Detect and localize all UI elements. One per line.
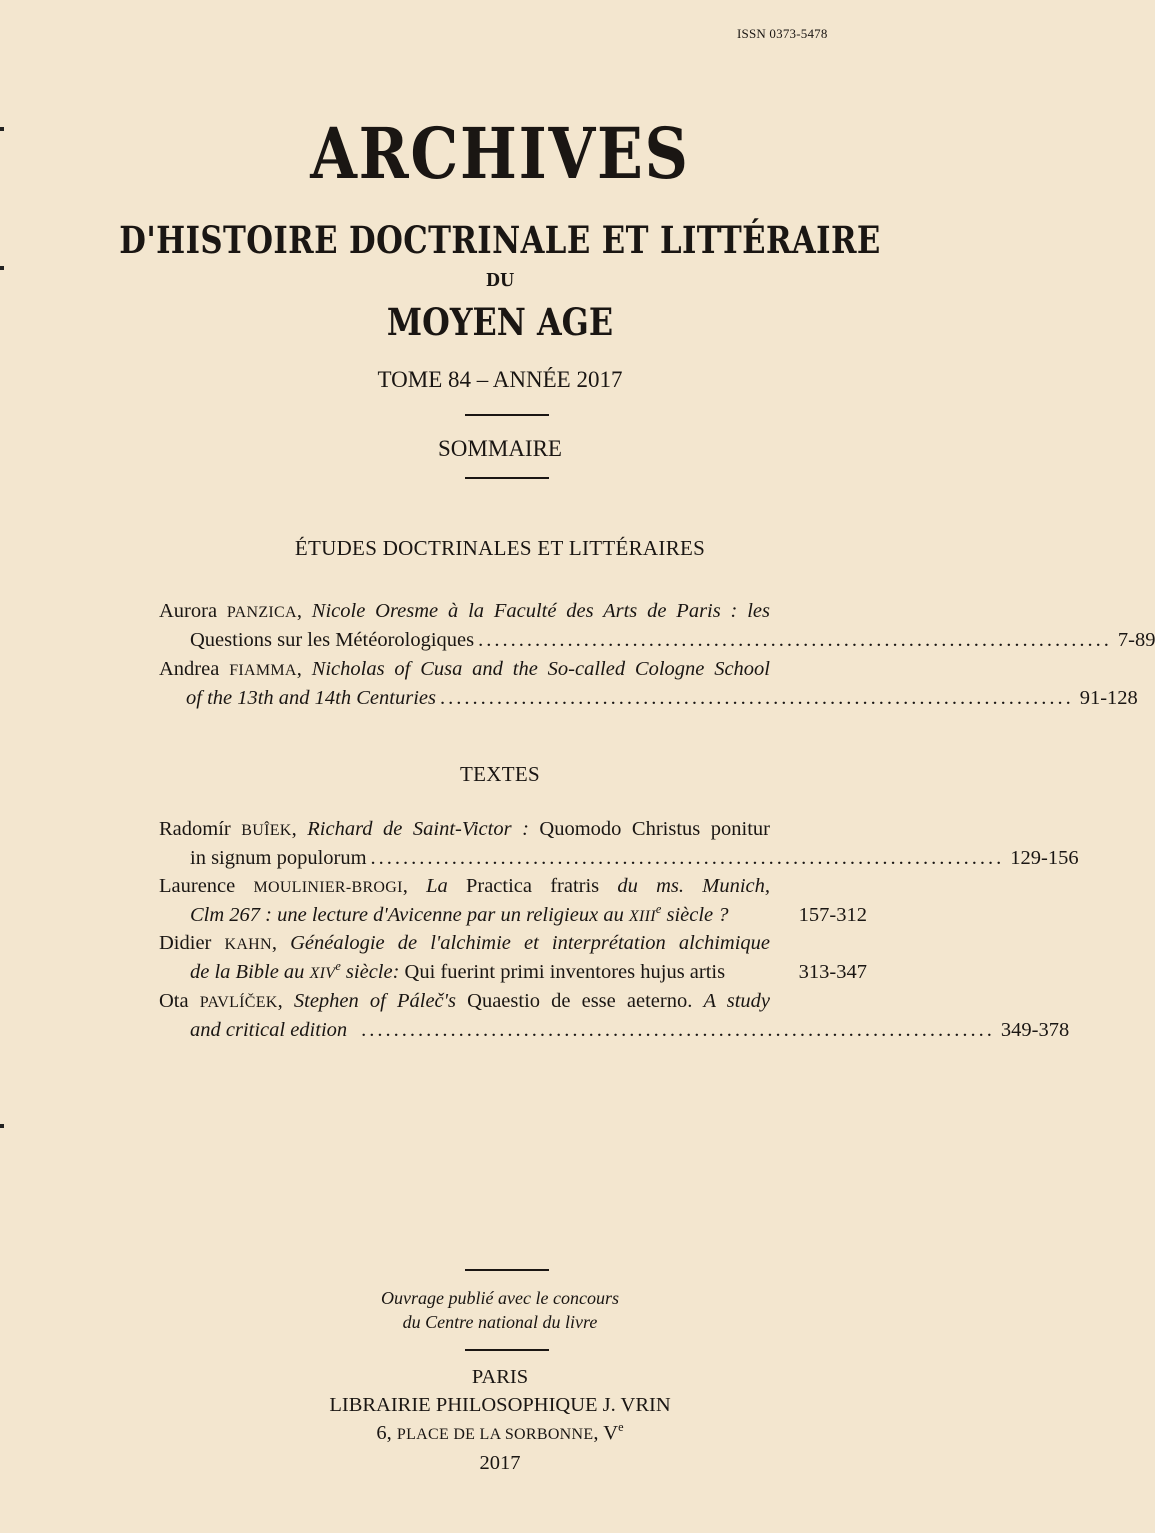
issn: ISSN 0373-5478 — [737, 26, 828, 41]
page-range: 129-156 — [1010, 846, 1079, 869]
page-range: 7-89 — [1117, 628, 1155, 651]
publisher-address: 6, PLACE DE LA SORBONNE, Ve — [376, 1420, 624, 1444]
section-heading-etudes: ÉTUDES DOCTRINALES ET LITTÉRAIRES — [294, 536, 706, 560]
journal-subtitle: D'HISTOIRE DOCTRINALE ET LITTÉRAIRE — [119, 218, 881, 262]
edge-mark — [0, 127, 4, 131]
toc-entry: Laurence MOULINIER-BROGI, La Practica fratris du ms. Munich, Clm 267 : une lecture d'Avicenne par un religieux au XIIIe siècle ? 157-312 — [159, 872, 867, 931]
toc-entry: Radomír BUÎEK, Richard de Saint-Victor : Quomodo Christus ponitur in signum populorum .............................................................................. 129-156 — [159, 815, 867, 872]
edge-mark — [0, 1124, 4, 1128]
author-surname: PANZICA — [226, 604, 297, 621]
divider — [465, 1269, 549, 1271]
section-heading-textes: TEXTES — [460, 762, 540, 786]
journal-du: DU — [485, 270, 515, 291]
journal-moyen-age: MOYEN AGE — [386, 300, 614, 344]
publisher-block — [0, 1363, 1000, 1477]
page-range: 313-347 — [798, 960, 867, 983]
author-surname: PAVLÍČEK — [199, 994, 278, 1011]
publisher-name: LIBRAIRIE PHILOSOPHIQUE J. VRIN — [329, 1394, 671, 1416]
contents-heading: SOMMAIRE — [438, 436, 562, 461]
toc-entry: Ota PAVLÍČEK, Stephen of Páleč's Quaestio de esse aeterno. A study and critical edition .............................................................................. 349-378 — [159, 987, 867, 1044]
toc-entry: Aurora PANZICA, Nicole Oresme à la Faculté des Arts de Paris : les Questions sur les Météorologiques .............................................................................. 7-89 — [159, 597, 867, 654]
journal-title: ARCHIVES — [310, 112, 690, 195]
credit-note: Ouvrage publié avec le concours du Centre national du livre — [381, 1288, 619, 1332]
page-range: 91-128 — [1079, 686, 1138, 709]
volume-info: TOME 84 – ANNÉE 2017 — [377, 367, 623, 392]
page-range: 349-378 — [1000, 1018, 1070, 1041]
toc-entry: Andrea FIAMMA, Nicholas of Cusa and the So-called Cologne School of the 13th and 14th Centuries .............................................................................. 91-128 — [159, 655, 867, 712]
publication-year: 2017 — [479, 1452, 521, 1474]
author-surname: BUÎEK — [241, 822, 292, 839]
divider — [465, 477, 549, 479]
toc-entry: Didier KAHN, Généalogie de l'alchimie et interprétation alchimique de la Bible au XIVe siècle: Qui fuerint primi inventores hujus artis 313-347 — [159, 929, 867, 988]
author-surname: FIAMMA — [229, 662, 297, 679]
publisher-city: PARIS — [471, 1366, 529, 1388]
author-surname: MOULINIER-BROGI — [253, 879, 403, 896]
edge-mark — [0, 266, 4, 270]
divider — [465, 414, 549, 416]
divider — [465, 1349, 549, 1351]
page-range: 157-312 — [798, 903, 867, 926]
author-surname: KAHN — [224, 936, 272, 953]
